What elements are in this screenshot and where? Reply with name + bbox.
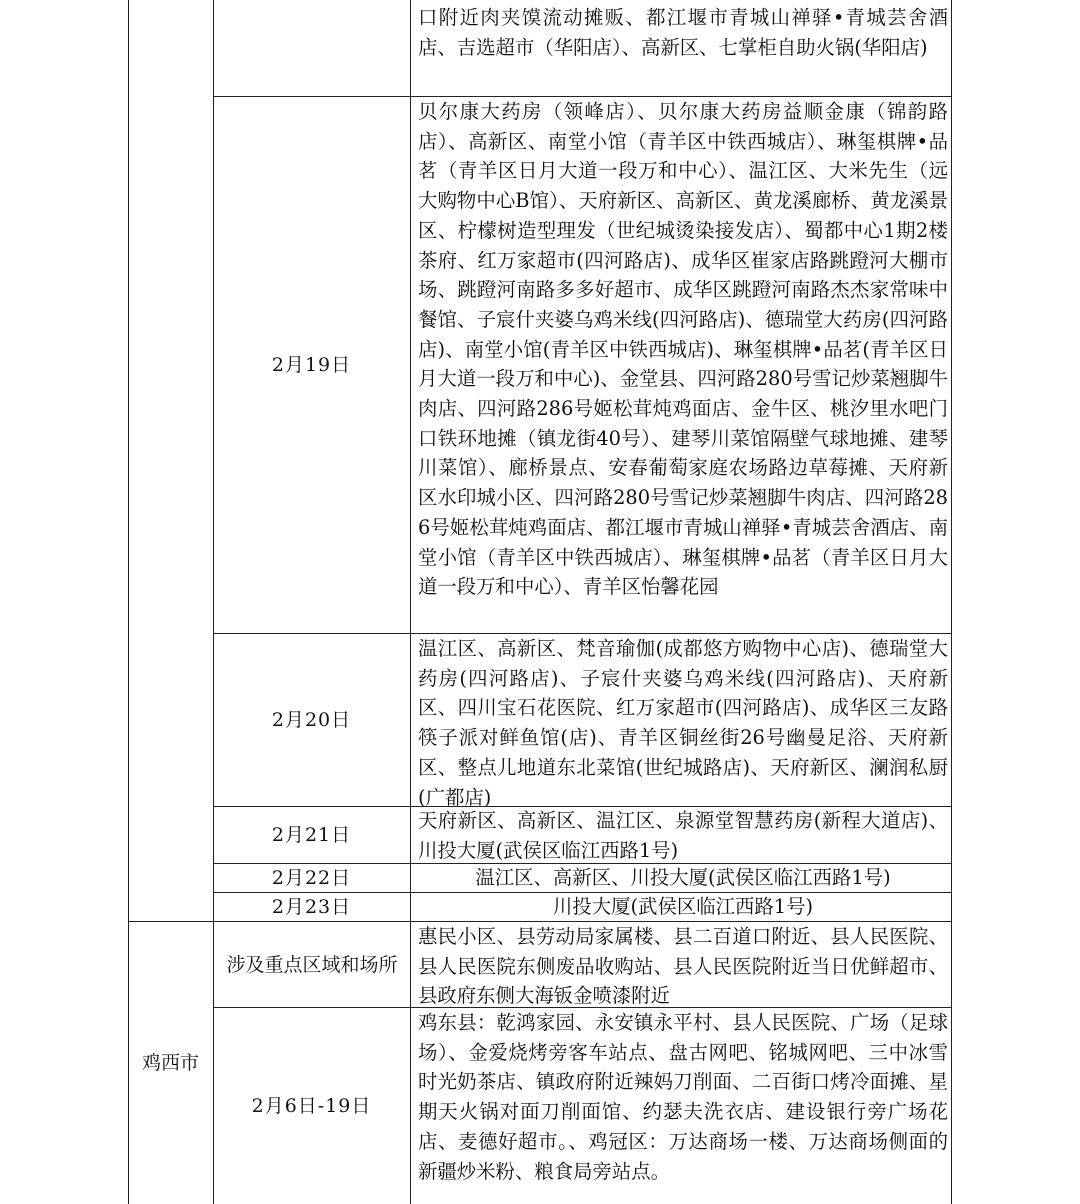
table-cell-places: 惠民小区、县劳动局家属楼、县二百道口附近、县人民医院、县人民医院东侧废品收购站、县人民医院附近当日优鲜超市、县政府东侧大海钣金喷漆附近 xyxy=(418,925,948,1008)
table-cell-places: 口附近肉夹馍流动摊贩、都江堰市青城山禅驿•青城芸舍酒店、吉选超市（华阳店）、高新区、七掌柜自助火锅(华阳店) xyxy=(418,6,948,59)
table-cell-date: 2月6日-19日 xyxy=(251,1094,372,1117)
table-cell-places: 川投大厦(武侯区临江西路1号) xyxy=(552,895,814,918)
table-cell-places: 温江区、高新区、川投大厦(武侯区临江西路1号) xyxy=(475,866,891,889)
table-cell-category: 涉及重点区域和场所 xyxy=(226,953,398,976)
table-border xyxy=(951,0,952,1204)
table-cell-date: 2月23日 xyxy=(271,895,352,918)
table-border xyxy=(410,0,411,1204)
table-cell-places: 温江区、高新区、梵音瑜伽(成都悠方购物中心店)、德瑞堂大药房(四河路店)、子宸什夹婆乌鸡米线(四河路店)、天府新区、四川宝石花医院、红万家超市(四河路店)、成华区三友路筷子派对鲜鱼馆(店)、青羊区铜丝街26号幽曼足浴、天府新区、整点儿地道东北菜馆(世纪城路店)、天府新区、澜润私厨(广都店) xyxy=(418,637,948,809)
table-cell-date: 2月19日 xyxy=(271,353,352,376)
table-cell-date: 2月20日 xyxy=(271,708,352,731)
table-cell-places: 鸡东县：乾鸿家园、永安镇永平村、县人民医院、广场（足球场）、金爱烧烤旁客车站点、盘古网吧、铭城网吧、三中冰雪时光奶茶店、镇政府附近辣妈刀削面、二百街口烤冷面摊、星期天火锅对面刀削面馆、约瑟夫洗衣店、建设银行旁广场花店、麦德好超市。、鸡冠区：万达商场一楼、万达商场侧面的新疆炒米粉、粮食局旁站点。 xyxy=(418,1011,948,1183)
table-cell-city: 鸡西市 xyxy=(141,1051,199,1074)
table-cell-date: 2月21日 xyxy=(271,823,352,846)
table-cell-places: 贝尔康大药房（领峰店）、贝尔康大药房益顺金康（锦韵路店）、高新区、南堂小馆（青羊区中铁西城店）、琳玺棋牌•品茗（青羊区日月大道一段万和中心）、温江区、大米先生（远大购物中心B馆）、天府新区、高新区、黄龙溪廊桥、黄龙溪景区、柠檬树造型理发（世纪城烫染接发店）、蜀都中心1期2楼茶府、红万家超市(四河路店)、成华区崔家店路跳蹬河大棚市场、跳蹬河南路多多好超市、成华区跳蹬河南路杰杰家常味中餐馆、子宸什夹婆乌鸡米线(四河路店)、德瑞堂大药房(四河路店)、南堂小馆(青羊区中铁西城店)、琳玺棋牌•品茗(青羊区日月大道一段万和中心)、金堂县、四河路280号雪记炒菜翘脚牛肉店、四河路286号姬松茸炖鸡面店、金牛区、桃汐里水吧门口铁环地摊（镇龙街40号）、建琴川菜馆隔壁气球地摊、建琴川菜馆）、廊桥景点、安春葡萄家庭农场路边草莓摊、天府新区水印城小区、四河路280号雪记炒菜翘脚牛肉店、四河路286号姬松茸炖鸡面店、都江堰市青城山禅驿•青城芸舍酒店、南堂小馆（青羊区中铁西城店）、琳玺棋牌•品茗（青羊区日月大道一段万和中心）、青羊区怡馨花园 xyxy=(418,100,948,599)
table-cell-places: 天府新区、高新区、温江区、泉源堂智慧药房(新程大道店)、川投大厦(武侯区临江西路1号) xyxy=(418,809,948,862)
table-cell-date: 2月22日 xyxy=(271,866,352,889)
